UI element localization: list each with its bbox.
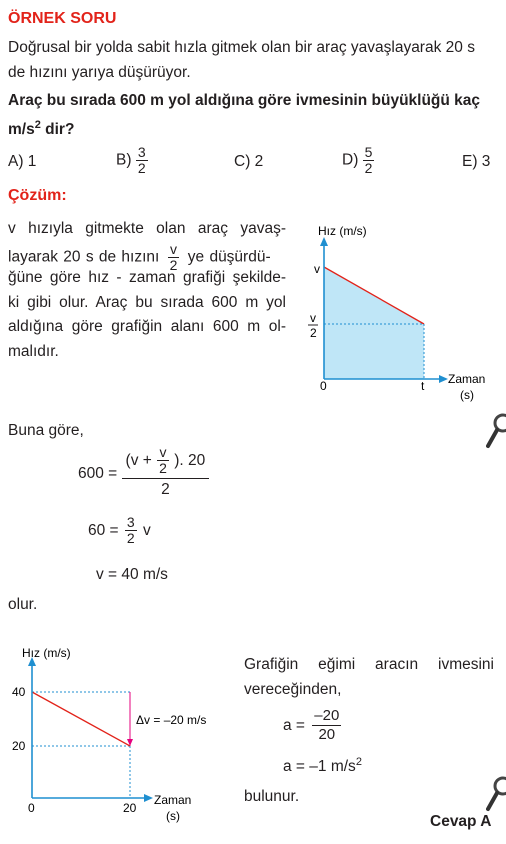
- graph1-y-title: Hız (m/s): [318, 224, 367, 238]
- graph1-y-v: v: [314, 262, 320, 276]
- option-b[interactable]: B) $\frac{3}{2}$: [116, 144, 146, 176]
- graph2-origin: 0: [28, 801, 35, 815]
- olur-text: olur.: [8, 596, 38, 613]
- graph1-origin: 0: [320, 379, 327, 393]
- solution-heading: Çözüm:: [8, 187, 67, 204]
- solution-line-2: layarak 20 s de hızını $\frac{v}{2}$ ye düşürdü-: [8, 240, 271, 273]
- accel-equation-2: a = –1 $m/s^2$: [283, 756, 362, 776]
- slope-text-1: Grafiğin eğimi aracın ivmesini: [244, 656, 494, 673]
- accel-equation-1: a = $\frac{-20}{20}$: [283, 707, 340, 743]
- graph1-y-half-den: 2: [310, 326, 317, 340]
- question-line-2: de hızını yarıya düşürüyor.: [8, 64, 191, 81]
- example-heading: ÖRNEK SORU: [8, 10, 117, 27]
- equation-2: 60 = $\frac{3}{2}$ v: [88, 514, 151, 546]
- graph2-x-20: 20: [123, 801, 137, 815]
- solution-line-6: malıdır.: [8, 342, 59, 360]
- solution-line-4: ki gibi olur. Araç bu sırada 600 m yol: [8, 293, 286, 311]
- solution-line-5: aldığına göre grafiğin alanı 600 m ol-: [8, 318, 286, 336]
- graph1-x-title: Zaman: [448, 372, 486, 386]
- answer-label: Cevap A: [430, 813, 492, 830]
- question-prompt-1: Araç bu sırada 600 m yol aldığına göre ivmesinin büyüklüğü kaç: [8, 92, 481, 109]
- graph2-y-40: 40: [12, 685, 26, 699]
- graph2-x-title: Zaman: [154, 793, 192, 807]
- graph2-y-title: Hız (m/s): [22, 646, 71, 660]
- graph2-x-unit: (s): [166, 809, 180, 823]
- graph1-x-t: t: [421, 379, 425, 393]
- option-c[interactable]: C) 2: [234, 153, 264, 170]
- solution-line-1: v hızıyla gitmekte olan araç yavaş-: [8, 220, 286, 237]
- solution-line-3: ğüne göre hız - zaman grafiği şekilde-: [8, 269, 286, 287]
- slope-text-2: vereceğinden,: [244, 681, 342, 698]
- bulunur-text: bulunur.: [244, 788, 300, 805]
- equation-3: v = 40 m/s: [96, 566, 168, 583]
- graph2-y-20: 20: [12, 739, 26, 753]
- solution-paragraph: [8, 217, 286, 365]
- question-line-1: Doğrusal bir yolda sabit hızla gitmek olan bir araç yavaşlayarak 20 s: [8, 39, 475, 56]
- speed-time-graph-1: [296, 222, 501, 407]
- question-prompt-2: $m/s^2$ dir?: [8, 119, 75, 139]
- buna-gore: Buna göre,: [8, 422, 84, 439]
- magnifier-icon: [486, 412, 506, 452]
- graph1-x-unit: (s): [460, 388, 474, 402]
- graph2-delta-v: Δv = –20 m/s: [136, 713, 207, 727]
- graph1-y-half-num: v: [310, 311, 316, 325]
- equation-1: 600 = (v + $\frac{v}{2}$ ). 20 2: [78, 445, 209, 501]
- speed-time-graph-2: [6, 640, 236, 830]
- option-e[interactable]: E) 3: [462, 153, 491, 170]
- option-a[interactable]: A) 1: [8, 153, 37, 170]
- option-d[interactable]: D) $\frac{5}{2}$: [342, 144, 373, 176]
